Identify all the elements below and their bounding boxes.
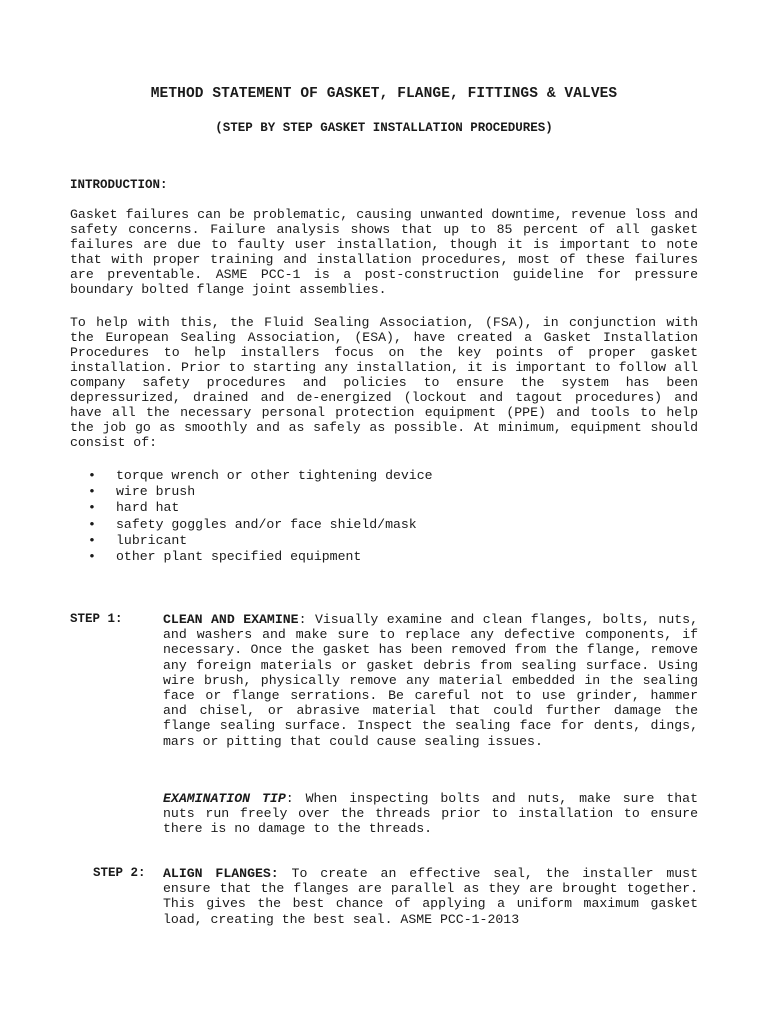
bullet-icon: •	[88, 484, 96, 500]
bullet-icon: •	[88, 549, 96, 565]
introduction-heading: INTRODUCTION:	[70, 178, 168, 192]
step-2-lead: ALIGN FLANGES:	[163, 866, 279, 881]
list-item-text: wire brush	[116, 484, 196, 500]
step-1-separator: :	[298, 612, 307, 627]
list-item-text: hard hat	[116, 500, 180, 516]
step-1-lead: CLEAN AND EXAMINE	[163, 612, 299, 627]
step-1-body	[163, 612, 698, 749]
list-item	[88, 484, 433, 500]
step-2-label: STEP 2:	[93, 866, 146, 880]
examination-tip-lead: EXAMINATION TIP	[163, 791, 286, 806]
bullet-icon: •	[88, 516, 96, 532]
examination-tip-text: : When inspecting bolts and nuts, make sure that nuts run freely over the threads prior to installation to ensure there is no damage to the threads.	[163, 791, 698, 837]
introduction-paragraph-2: To help with this, the Fluid Sealing Association, (FSA), in conjunction with the European Sealing Association, (ESA), have created a Gasket Installation Procedures to help installers focus on the key points of proper gasket installation. Prior to starting any installation, it is important to follow all company safety procedures and policies to ensure the system has been depressurized, drained and de-energized (lockout and tagout procedures) and have all the necessary personal protection equipment (PPE) and tools to help the job go as smoothly and as safely as possible. At minimum, equipment should consist of:	[70, 315, 698, 450]
list-item-text: safety goggles and/or face shield/mask	[116, 516, 417, 532]
examination-tip	[163, 791, 698, 837]
list-item	[88, 500, 433, 516]
equipment-list	[88, 468, 433, 565]
list-item	[88, 468, 433, 484]
list-item	[88, 533, 433, 549]
list-item	[88, 517, 433, 533]
step-2-text: To create an effective seal, the installer must ensure that the flanges are parallel as they are brought together. This gives the best chance of applying a uniform maximum gasket load, creating the best seal. ASME PCC-1-2013	[163, 866, 698, 927]
step-1-text: Visually examine and clean flanges, bolts, nuts, and washers and make sure to replace any defective components, if necessary. Once the gasket has been removed from the flange, remove any foreign materials or gasket debris from sealing surface. Using wire brush, physically remove any material embedded in the sealing face or flange serrations. Be careful not to use grinder, hammer and chisel, or abrasive material that could further damage the flange sealing surface. Inspect the sealing face for dents, dings, mars or pitting that could cause sealing issues.	[163, 612, 698, 749]
bullet-icon: •	[88, 468, 96, 483]
step-2-body	[163, 866, 698, 927]
list-item-text: torque wrench or other tightening device	[116, 468, 433, 483]
introduction-paragraph-1: Gasket failures can be problematic, causing unwanted downtime, revenue loss and safety concerns. Failure analysis shows that up to 85 percent of all gasket failures are due to faulty user installation, though it is important to note that with proper training and installation procedures, most of these failures are preventable. ASME PCC-1 is a post-construction guideline for pressure boundary bolted flange joint assemblies.	[70, 207, 698, 297]
list-item-text: lubricant	[116, 532, 188, 548]
list-item-text: other plant specified equipment	[116, 549, 362, 565]
step-1-label: STEP 1:	[70, 612, 123, 626]
bullet-icon: •	[88, 532, 96, 548]
document-subtitle: (STEP BY STEP GASKET INSTALLATION PROCEDURES)	[215, 121, 553, 135]
list-item	[88, 549, 433, 565]
bullet-icon: •	[88, 500, 96, 516]
document-title: METHOD STATEMENT OF GASKET, FLANGE, FITTINGS & VALVES	[150, 86, 618, 102]
